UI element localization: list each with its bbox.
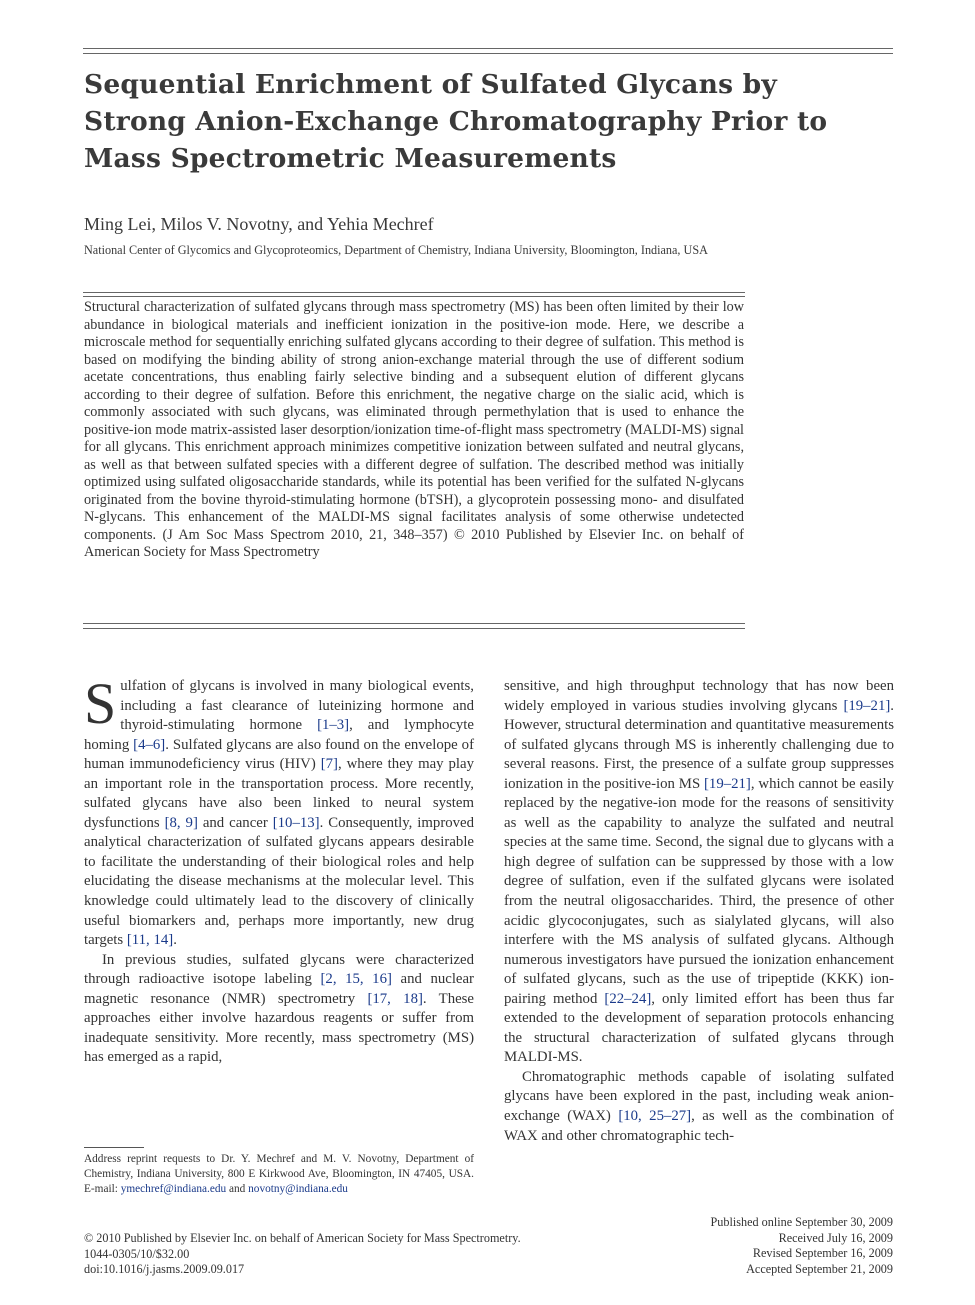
issn-line: 1044-0305/10/$32.00 bbox=[84, 1246, 190, 1261]
email-link-novotny[interactable]: novotny@indiana.edu bbox=[248, 1183, 348, 1195]
citation-link[interactable]: [4–6] bbox=[133, 736, 166, 753]
publication-info bbox=[84, 1231, 521, 1278]
copyright-line: © 2010 Published by Elsevier Inc. on behalf of American Society for Mass Spectrometry. bbox=[84, 1231, 521, 1245]
citation-link[interactable]: [22–24] bbox=[604, 990, 652, 1007]
citation-link[interactable]: [19–21] bbox=[843, 697, 891, 714]
article-title: Sequential Enrichment of Sulfated Glycans by Strong Anion-Exchange Chromatography Prior to Mass Spectrometric Measurements bbox=[84, 69, 828, 174]
citation-link[interactable]: [11, 14] bbox=[126, 932, 174, 949]
paragraph-previous-studies: In previous studies, sulfated glycans were characterized through radioactive isotope labeling [2, 15, 16] and nuclear magnetic resonance (NMR) spectrometry [17, 18]. These approaches either involve hazardous reagents or suffer from inadequate sensitivity. More recently, mass spectrometry (MS) has emerged as a rapid, bbox=[84, 951, 474, 1066]
citation-link[interactable]: [1–3] bbox=[317, 717, 350, 734]
citation-link[interactable]: [10, 25–27] bbox=[618, 1108, 692, 1125]
citation-link[interactable]: [17, 18] bbox=[367, 990, 423, 1007]
abstract-bottom-rule-secondary bbox=[83, 628, 745, 629]
body-column-right bbox=[504, 677, 894, 1146]
top-rule-secondary bbox=[83, 53, 893, 54]
doi-line[interactable]: doi:10.1016/j.jasms.2009.09.017 bbox=[84, 1262, 245, 1276]
received-date: Received July 16, 2009 bbox=[778, 1230, 893, 1245]
drop-cap: S bbox=[84, 671, 117, 736]
author-list: Ming Lei, Milos V. Novotny, and Yehia Mechref bbox=[84, 214, 434, 234]
citation-link[interactable]: [19–21] bbox=[704, 775, 751, 792]
abstract-top-rule bbox=[83, 292, 745, 293]
footnote-correspondence: Address reprint requests to Dr. Y. Mechref and M. V. Novotny, Department of Chemistry, Indiana University, 800 E Kirkwood Ave, Bloomington, IN 47405, USA. E-mail: ymechref@indiana.edu and novotny@indiana.edu bbox=[84, 1153, 474, 1195]
published-online-date: Published online September 30, 2009 bbox=[710, 1215, 893, 1229]
citation-link[interactable]: [8, 9] bbox=[164, 814, 198, 831]
citation-link[interactable]: [2, 15, 16] bbox=[320, 971, 392, 988]
paragraph-chromatographic-methods: Chromatographic methods capable of isolating sulfated glycans have been explored in the past, including weak anion-exchange (WAX) [10, 25–27], as well as the combination of WAX and other chromatographic tech- bbox=[504, 1068, 894, 1144]
article-history bbox=[711, 1215, 893, 1277]
paragraph-intro: Sulfation of glycans is involved in many biological events, including a fast clearance of luteinizing hormone and thyroid-stimulating hormone [1–3], and lymphocyte homing [4–6]. Sulfated glycans are also found on the envelope of human immunodeficiency virus (HIV) [7], where they may play an important role in the transportation process. More recently, sulfated glycans have also been linked to neural system dysfunctions [8, 9] and cancer [10–13]. Consequently, improved analytical characterization of sulfated glycans appears desirable to facilitate the understanding of their biological roles and help elucidating the disease mechanisms at the molecular level. This knowledge could ultimately lead to the discovery of clinically useful biomarkers and, perhaps more importantly, new drug targets [11, 14]. bbox=[84, 671, 475, 949]
accepted-date: Accepted September 21, 2009 bbox=[746, 1261, 893, 1276]
revised-date: Revised September 16, 2009 bbox=[752, 1246, 893, 1260]
abstract-bottom-rule bbox=[83, 623, 745, 624]
email-link-mechref[interactable]: ymechref@indiana.edu bbox=[120, 1183, 227, 1195]
abstract-top-rule-secondary bbox=[83, 296, 745, 297]
footnote-rule bbox=[84, 1147, 144, 1148]
citation-link[interactable]: [7] bbox=[320, 756, 338, 773]
top-rule bbox=[83, 48, 893, 49]
affiliation: National Center of Glycomics and Glycoproteomics, Department of Chemistry, Indiana University, Bloomington, Indiana, USA bbox=[84, 243, 708, 257]
abstract: Structural characterization of sulfated glycans through mass spectrometry (MS) has been often limited by their low abundance in biological materials and inefficient ionization in the positive-ion mode. Here, we describe a microscale method for sequentially enriching sulfated glycans according to their degree of sulfation. This method is based on modifying the binding ability of strong anion-exchange material through the use of different sodium acetate concentrations, thus enabling fairly selective binding and a subsequent elution of different glycans according to their degree of sulfation. Before this enrichment, the negative charge on the sialic acid, which is commonly associated with such glycans, was eliminated through permethylation that is used to enhance the positive-ion mode matrix-assisted laser desorption/ionization time-of-flight mass spectrometry (MALDI-MS) signal for all glycans. This enrichment approach minimizes competitive ionization between sulfated and neutral glycans, as well as that between sulfated species with a different degree of sulfation. The described method was initially optimized using sulfated oligosaccharide standards, while its potential has been verified for the sulfated N-glycans originated from the bovine thyroid-stimulating hormone (bTSH), a glycoprotein possessing mono- and disulfated N-glycans. This enhancement of the MALDI-MS signal facilitates analysis of some otherwise undetected components. (J Am Soc Mass Spectrom 2010, 21, 348–357) © 2010 Published by Elsevier Inc. on behalf of American Society for Mass Spectrometry bbox=[84, 299, 744, 560]
citation-link[interactable]: [10–13] bbox=[272, 814, 320, 831]
paragraph-ms-challenges: sensitive, and high throughput technology that has now been widely employed in various studies involving glycans [19–21]. However, structural determination and quantitative measurements of sulfated glycans through MS is inherently challenging due to several reasons. First, the presence of a sulfate group suppresses ionization in the positive-ion MS [19–21], which cannot be easily replaced by the negative-ion mode for the reasons of sensitivity as well as the capability to analyze the sulfated and neutral species at the same time. Second, the signal due to glycans with a high degree of sulfation can be suppressed by those with a low degree of sulfation, even if the sulfated glycans were isolated from the neutral oligosaccharides. Third, the presence of other acidic glycoconjugates, such as sialylated glycans, will also interfere with the MS analysis of sulfated glycans. Although numerous investigators have pursued the ionization enhancement of sulfated glycans, such as the use of tripeptide (KKK) ion-pairing method [22–24], only limited effort has been thus far extended to the development of separation protocols enhancing the structural characterization of sulfated glycans through MALDI-MS. bbox=[504, 678, 894, 1066]
body-column-left bbox=[84, 671, 475, 1068]
